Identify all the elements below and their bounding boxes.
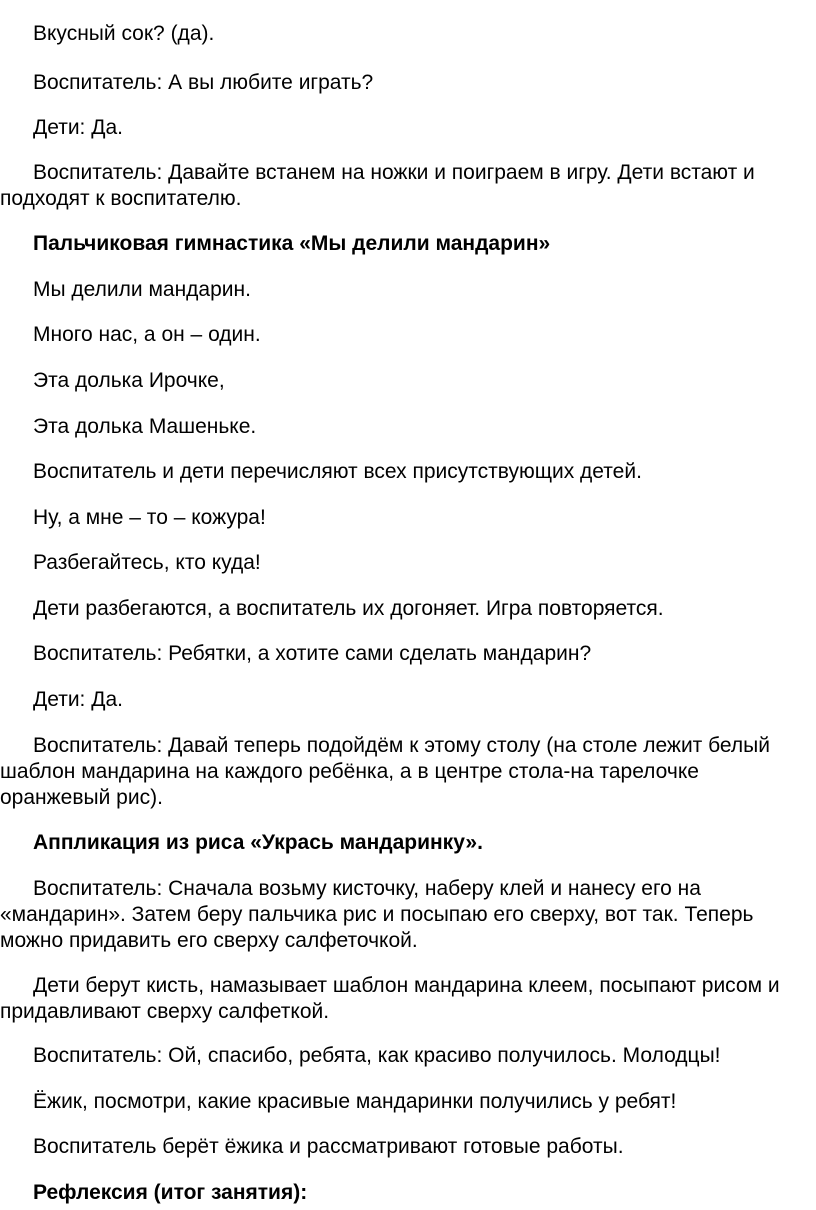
paragraph-9: Эта долька Машеньке. [33, 415, 257, 438]
paragraph-8: Эта долька Ирочке, [33, 369, 225, 392]
paragraph-11: Ну, а мне – то – кожура! [33, 506, 266, 529]
paragraph-21: Ёжик, посмотри, какие красивые мандаринки получились у ребят! [33, 1090, 677, 1113]
paragraph-12: Разбегайтесь, кто куда! [33, 551, 261, 574]
paragraph-6: Мы делили мандарин. [33, 278, 251, 301]
paragraph-7: Много нас, а он – один. [33, 323, 261, 346]
paragraph-16: Воспитатель: Давай теперь подойдём к этому столу (на столе лежит белый шаблон мандарина на каждого ребёнка, а в центре стола-на тарелочке оранжевый рис). [0, 734, 770, 809]
paragraph-10: Воспитатель и дети перечисляют всех присутствующих детей. [33, 460, 642, 483]
paragraph-15: Дети: Да. [33, 688, 123, 711]
paragraph-20: Воспитатель: Ой, спасибо, ребята, как красиво получилось. Молодцы! [33, 1044, 721, 1067]
paragraph-4: Воспитатель: Давайте встанем на ножки и поиграем в игру. Дети встают и подходят к воспитателю. [0, 161, 755, 210]
paragraph-1: Вкусный сок? (да). [33, 22, 215, 45]
paragraph-22: Воспитатель берёт ёжика и рассматривают готовые работы. [33, 1135, 624, 1158]
paragraph-18: Воспитатель: Сначала возьму кисточку, наберу клей и нанесу его на «мандарин». Затем беру пальчика рис и посыпаю его сверху, вот так. Теперь можно придавить его сверху салфеточкой. [0, 877, 754, 952]
heading-reflection: Рефлексия (итог занятия): [33, 1181, 308, 1204]
paragraph-3: Дети: Да. [33, 116, 123, 139]
paragraph-2: Воспитатель: А вы любите играть? [33, 71, 374, 94]
heading-finger-gymnastics: Пальчиковая гимнастика «Мы делили мандарин» [33, 232, 551, 255]
heading-rice-applique: Аппликация из риса «Укрась мандаринку». [33, 831, 483, 854]
paragraph-14: Воспитатель: Ребятки, а хотите сами сделать мандарин? [33, 642, 592, 665]
paragraph-13: Дети разбегаются, а воспитатель их догоняет. Игра повторяется. [33, 597, 664, 620]
paragraph-19: Дети берут кисть, намазывает шаблон мандарина клеем, посыпают рисом и придавливают сверху салфеткой. [0, 974, 780, 1023]
